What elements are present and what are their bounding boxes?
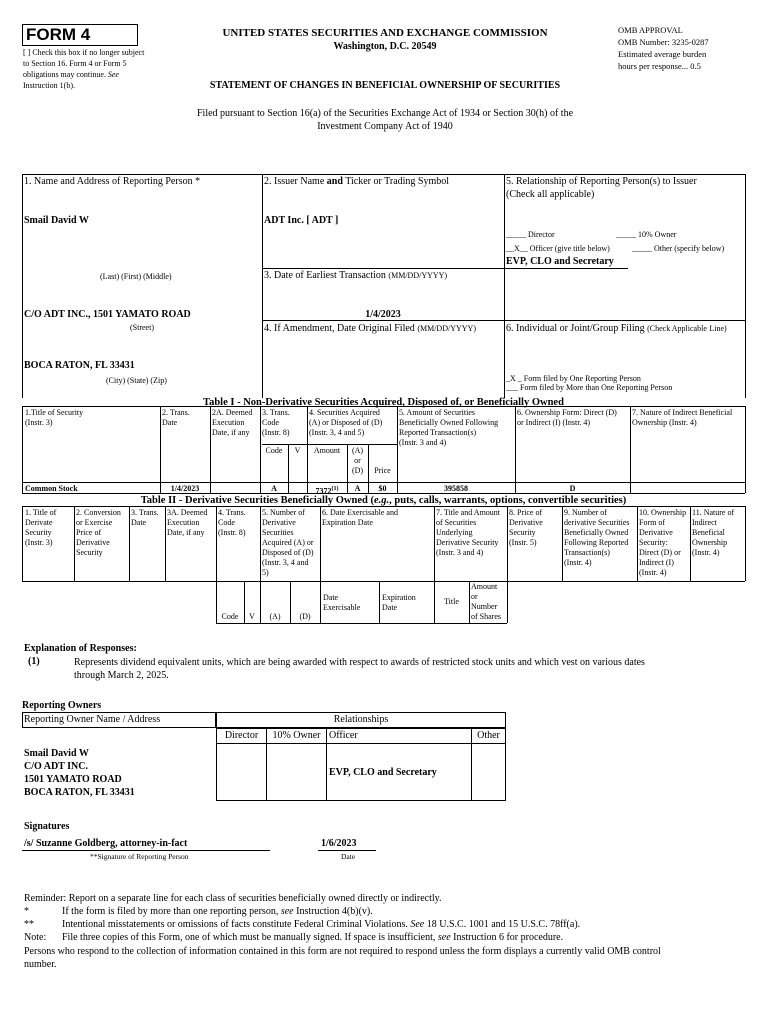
t1-sub-code: Code	[265, 446, 283, 455]
t2-h9	[564, 508, 630, 568]
t2-sub-exp-1: Date	[382, 603, 398, 612]
t1-h4	[309, 408, 382, 438]
t1-col2	[160, 406, 161, 493]
t1-h4-a: 4. Securities Acquired	[309, 408, 380, 417]
form-label: FORM 4	[26, 25, 91, 44]
t2-h4	[218, 508, 246, 538]
t2-h10-2: Derivative	[639, 528, 673, 537]
t1-h6	[517, 408, 617, 428]
t2-h3a	[167, 508, 207, 538]
reporting-person-city: BOCA RATON, FL 33431	[24, 360, 135, 371]
owner-address	[24, 747, 135, 799]
box5-label-1: 5. Relationship of Reporting Person(s) to Issuer	[506, 176, 697, 187]
filed-pursuant-1: Filed pursuant to Section 16(a) of the Securities Exchange Act of 1934 or Section 30(h) of the	[196, 108, 574, 119]
t2-col11	[690, 506, 691, 581]
table1-row-top	[22, 482, 745, 483]
signatures-heading: Signatures	[24, 821, 70, 832]
box2-3-divider	[262, 268, 504, 269]
t2-col7b	[469, 581, 470, 623]
t2-h9-0: 9. Number of	[564, 508, 607, 517]
t1-h2a-c: Date, if any	[212, 428, 250, 437]
t1-sub-price: Price	[374, 466, 391, 475]
t2-sub-v: V	[249, 612, 255, 621]
t2-h3	[131, 508, 159, 528]
t2-h9-3: Following Reported	[564, 538, 629, 547]
note-post: Instruction 6 for procedure.	[453, 932, 564, 943]
top-box-border	[22, 174, 745, 175]
t2-h4-1: Code	[218, 518, 235, 527]
t2-h2-2: Price of	[76, 528, 102, 537]
t2-h2-3: Derivative	[76, 538, 110, 547]
checkbox-note	[23, 47, 151, 91]
t2-col3a	[165, 506, 166, 581]
t1-h3-a: 3. Trans.	[262, 408, 290, 417]
note-see: see	[437, 932, 451, 943]
box6-label-hint-2: Line)	[709, 324, 727, 333]
t1-row-date: 1/4/2023	[170, 484, 200, 493]
t1-col7	[630, 406, 631, 493]
t2-h7	[436, 508, 500, 558]
t2-sub-date-ex-1: Exercisable	[323, 603, 361, 612]
filing-option-1: _X _ Form filed by One Reporting Person	[506, 374, 641, 383]
name-hint: (Last) (First) (Middle)	[100, 272, 172, 281]
reporting-person-name: Smail David W	[24, 215, 89, 226]
box2-label	[264, 176, 449, 187]
rel-other: Other	[477, 730, 500, 741]
divider-1-2	[262, 174, 263, 398]
t2-right	[745, 506, 746, 581]
box5-6-divider	[504, 320, 745, 321]
issuer-name: ADT Inc. [ ADT ]	[264, 215, 339, 226]
t2-h8-3: (Instr. 5)	[509, 538, 537, 547]
t2-h9-2: Beneficially Owned	[564, 528, 629, 537]
box2-label-post: Ticker or Trading Symbol	[345, 176, 450, 187]
t1-h5	[399, 408, 498, 448]
table2-title-post: , puts, calls, warrants, options, convertible securities)	[389, 495, 627, 506]
t2-h6-0: 6. Date Exercisable and	[322, 508, 398, 517]
t2-sub-amount-1: or	[471, 592, 478, 601]
owner-officer-title: EVP, CLO and Secretary	[329, 767, 437, 778]
t1-h5-a: 5. Amount of Securities	[399, 408, 475, 417]
t2-sub-date-ex	[323, 593, 360, 613]
t2-h5-4: Disposed of (D)	[262, 548, 314, 557]
filed-pursuant-2: Investment Company Act of 1940	[317, 121, 453, 132]
footnote-star1-see: see	[280, 906, 294, 917]
t1-h3	[262, 408, 290, 438]
reporting-owners-heading: Reporting Owners	[22, 700, 102, 711]
t2-col2	[74, 506, 75, 581]
t2-col6	[320, 506, 321, 623]
t1-h2a-a: 2A. Deemed	[212, 408, 253, 417]
t2-left	[22, 506, 23, 581]
t2-col9	[562, 506, 563, 581]
t2-h10-3: Security:	[639, 538, 668, 547]
footnote-star2-post: 18 U.S.C. 1001 and 15 U.S.C. 78ff(a).	[426, 919, 581, 930]
t2-h2-0: 2. Conversion	[76, 508, 121, 517]
box6-label	[506, 323, 744, 334]
t2-h2-4: Security	[76, 548, 103, 557]
t1-row-owned: 395858	[444, 484, 468, 493]
t2-col6b	[379, 581, 380, 623]
t2-h10-0: 10. Ownership	[639, 508, 687, 517]
t2-h9-1: derivative Securities	[564, 518, 630, 527]
signature-date-line	[318, 850, 376, 851]
relationship-officer: __X__ Officer (give title below)	[506, 244, 610, 253]
box5-title-underline	[504, 268, 628, 269]
box4-label	[264, 323, 476, 334]
t2-h3-1: Date	[131, 518, 147, 527]
t2-h1	[25, 508, 56, 548]
t2-h9-5: (Instr. 4)	[564, 558, 592, 567]
explanation-heading: Explanation of Responses:	[24, 643, 137, 654]
t1-row-amount-footnote: (1)	[331, 486, 339, 492]
t2-h6	[322, 508, 398, 528]
t1-sub-ad-3: (D)	[351, 466, 364, 475]
t2-h7-1: of Securities	[436, 518, 477, 527]
t2-h10	[639, 508, 686, 578]
t1-h6-b: or Indirect (I) (Instr. 4)	[517, 418, 591, 427]
signer-hint: **Signature of Reporting Person	[90, 852, 189, 861]
box1-label: 1. Name and Address of Reporting Person *	[24, 176, 201, 187]
t2-col3	[129, 506, 130, 581]
table2-title-pre: Table II - Derivative Securities Beneficially Owned (	[140, 495, 374, 506]
t2-h2	[76, 508, 121, 558]
footnote-star1	[62, 906, 373, 917]
t1-h6-a: 6. Ownership Form: Direct (D)	[517, 408, 617, 417]
t2-sub-amount-3: of Shares	[471, 612, 501, 621]
city-hint: (City) (State) (Zip)	[106, 376, 167, 385]
t1-sub-amount: Amount	[313, 446, 341, 455]
t1-h7-b: Ownership (Instr. 4)	[632, 418, 697, 427]
t2-h5-2: Securities	[262, 528, 294, 537]
t2-h11-3: Ownership	[692, 538, 728, 547]
box2-label-pre: 2. Issuer Name	[264, 176, 325, 187]
divider-2-5	[504, 174, 505, 398]
owner-data-other-box	[471, 743, 506, 801]
t2-h7-4: (Instr. 3 and 4)	[436, 548, 484, 557]
box5-label-2: (Check all applicable)	[506, 189, 595, 200]
checkbox-instruction: Instruction 1(b).	[23, 81, 75, 90]
t2-sub-exp-0: Expiration	[382, 593, 416, 602]
t2-h3-0: 3. Trans.	[131, 508, 159, 517]
note-text	[62, 932, 563, 943]
table2-bottom	[216, 623, 507, 624]
rel-officer: Officer	[329, 730, 358, 741]
t1-h4-b: (A) or Disposed of (D)	[309, 418, 383, 427]
t2-h11	[692, 508, 734, 558]
t2-h10-4: Direct (D) or	[639, 548, 681, 557]
t2-h4-2: (Instr. 8)	[218, 528, 246, 537]
omb-burden-2: hours per response... 0.5	[618, 61, 701, 71]
signature-line	[22, 850, 270, 851]
t1-h2	[162, 408, 190, 428]
t2-h7-3: Derivative Security	[436, 538, 499, 547]
t1-sub-ad	[347, 446, 368, 476]
t1-h1-a: 1.Title of Security	[25, 408, 84, 417]
t1-row-ad: A	[354, 484, 361, 493]
t2-h3a-2: Date, if any	[167, 528, 205, 537]
t1-h7	[632, 408, 732, 428]
box6-label-hint: (Check Applicable	[647, 324, 707, 333]
t2-sub-a: (A)	[269, 612, 281, 621]
t2-col5	[260, 506, 261, 623]
t1-h5-b: Beneficially Owned Following	[399, 418, 499, 427]
t2-col10	[637, 506, 638, 581]
t2-h10-5: Indirect (I)	[639, 558, 674, 567]
rel-director: Director	[224, 730, 259, 741]
t2-h11-4: (Instr. 4)	[692, 548, 720, 557]
t2-h5-5: (Instr. 3, 4 and	[262, 558, 309, 567]
table1-top	[22, 406, 745, 407]
t2-sub-amount-2: Number	[471, 602, 498, 611]
relationships-header: Relationships	[333, 714, 389, 725]
officer-title: EVP, CLO and Secretary	[506, 256, 614, 267]
t2-h8-1: Derivative	[509, 518, 543, 527]
t1-h3-c: (Instr. 8)	[262, 428, 290, 437]
t1-left	[22, 406, 23, 493]
t2-h8-2: Security	[509, 528, 536, 537]
footnote-star2-mark: **	[24, 919, 34, 930]
t2-sub-date-ex-0: Date	[323, 593, 339, 602]
t2-h3a-1: Execution	[167, 518, 200, 527]
note-pre: File three copies of this Form, one of which must be manually signed. If space is insufficient,	[62, 932, 436, 943]
box2-label-and: and	[326, 176, 343, 187]
footnote-star2-pre: Intentional misstatements or omissions of facts constitute Federal Criminal Violations.	[62, 919, 408, 930]
t2-h9-4: Transaction(s)	[564, 548, 610, 557]
box6-label-text: 6. Individual or Joint/Group Filing	[506, 323, 645, 334]
t1-h5-d: (Instr. 3 and 4)	[399, 438, 447, 447]
t1-h2-b: Date	[162, 418, 178, 427]
table2-title-eg: e.g.	[373, 495, 390, 506]
t2-h10-1: Form of	[639, 518, 665, 527]
t2-h2-1: or Exercise	[76, 518, 113, 527]
statement-title: STATEMENT OF CHANGES IN BENEFICIAL OWNERSHIP OF SECURITIES	[209, 80, 561, 91]
t2-h7-2: Underlying	[436, 528, 473, 537]
table2-sub-line	[22, 581, 745, 582]
signature-date: 1/6/2023	[321, 838, 357, 849]
t2-h1-3: (Instr. 3)	[25, 538, 53, 547]
street-hint: (Street)	[130, 323, 154, 332]
t2-h11-0: 11. Nature of	[692, 508, 735, 517]
relationship-ten-pct: _____ 10% Owner	[616, 230, 677, 239]
omb-burden-1: Estimated average burden	[618, 49, 707, 59]
agency-location: Washington, D.C. 20549	[333, 41, 437, 52]
owner-line-1: C/O ADT INC.	[24, 761, 88, 772]
t2-h6-1: Expiration Date	[322, 518, 373, 527]
table1-title: Table I - Non-Derivative Securities Acquired, Disposed of, or Beneficially Owned	[203, 397, 564, 408]
date-hint: Date	[341, 852, 356, 861]
t2-h5-6: 5)	[262, 568, 269, 577]
t1-h1	[25, 408, 83, 428]
omb-number: OMB Number: 3235-0287	[618, 37, 709, 47]
footnote-star2	[62, 919, 580, 930]
box3-label-hint: (MM/DD/YYYY)	[388, 271, 448, 280]
t2-h5-0: 5. Number of	[262, 508, 305, 517]
t2-sub-amount-0: Amount	[471, 582, 498, 591]
t2-sub-title: Title	[444, 597, 459, 606]
t1-right	[745, 406, 746, 493]
t2-h7-0: 7. Title and Amount	[436, 508, 501, 517]
t2-sub-d: (D)	[299, 612, 311, 621]
t1-row-code: A	[271, 484, 277, 493]
owner-line-2: 1501 YAMATO ROAD	[24, 774, 122, 785]
box4-label-text: 4. If Amendment, Date Original Filed	[264, 323, 415, 334]
t2-sub-exp	[382, 593, 416, 613]
t1-h7-a: 7. Nature of Indirect Beneficial	[632, 408, 733, 417]
checkbox-note-text: [ ] Check this box if no longer subject to Section 16. Form 4 or Form 5 obligations may continue.	[23, 48, 145, 79]
t2-col4	[216, 506, 217, 623]
owner-line-3: BOCA RATON, FL 33431	[24, 787, 135, 798]
right-border-top	[745, 174, 746, 398]
t1-sub-ad-2: or	[354, 456, 361, 465]
t1-row-form: D	[569, 484, 576, 493]
agency-title: UNITED STATES SECURITIES AND EXCHANGE COMMISSION	[222, 27, 548, 39]
t2-h4-0: 4. Trans.	[218, 508, 246, 517]
t1-col2a	[210, 406, 211, 493]
relationship-other: _____ Other (specify below)	[632, 244, 725, 253]
t1-h2a-b: Execution	[212, 418, 245, 427]
note-mark: Note:	[24, 932, 47, 943]
t2-h1-0: 1. Title of	[25, 508, 57, 517]
box3-label-text: 3. Date of Earliest Transaction	[264, 270, 386, 281]
footnote-label: (1)	[28, 656, 40, 667]
t2-h8	[509, 508, 543, 548]
owner-line-0: Smail David W	[24, 748, 89, 759]
owner-data-director-box	[216, 743, 267, 801]
footnote-star1-post: Instruction 4(b)(v).	[296, 906, 373, 917]
relationship-director: _____ Director	[506, 230, 555, 239]
persons-notice	[24, 945, 754, 971]
table2-title	[22, 495, 745, 506]
t2-h5	[262, 508, 314, 578]
box3-4-divider	[262, 320, 504, 321]
footnote-text	[74, 656, 754, 682]
t1-h1-b: (Instr. 3)	[25, 418, 53, 427]
owner-name-header: Reporting Owner Name / Address	[24, 714, 161, 725]
t2-h11-1: Indirect	[692, 518, 717, 527]
t2-sub-code: Code	[221, 612, 239, 621]
t2-h3a-0: 3A. Deemed	[167, 508, 208, 517]
owner-data-ten-box	[266, 743, 327, 801]
persons-notice-2: number.	[24, 959, 57, 970]
t1-col5	[397, 406, 398, 493]
t1-sub-v: V	[294, 446, 301, 455]
t1-col6	[515, 406, 516, 493]
t1-h2a	[212, 408, 252, 438]
t2-h11-2: Beneficial	[692, 528, 725, 537]
earliest-transaction-date: 1/4/2023	[365, 309, 401, 320]
footnote-star2-see: See	[410, 919, 425, 930]
footnote-star1-pre: If the form is filed by more than one reporting person,	[62, 906, 279, 917]
signer-name: /s/ Suzanne Goldberg, attorney-in-fact	[24, 838, 188, 849]
persons-notice-1: Persons who respond to the collection of information contained in this form are not required to respond unless the form displays a currently valid OMB control	[24, 946, 661, 957]
t2-h5-1: Derivative	[262, 518, 296, 527]
omb-title: OMB APPROVAL	[618, 25, 683, 35]
t2-col8	[507, 506, 508, 623]
box4-label-hint: (MM/DD/YYYY)	[417, 324, 476, 333]
footnote-star1-mark: *	[24, 906, 29, 917]
t1-row-title: Common Stock	[25, 484, 78, 493]
t2-h10-6: (Instr. 4)	[639, 568, 667, 577]
reporting-person-street: C/O ADT INC., 1501 YAMATO ROAD	[24, 309, 191, 320]
t2-h1-1: Derivate	[25, 518, 53, 527]
t2-sub-amount	[471, 582, 501, 622]
t2-h5-3: Acquired (A) or	[262, 538, 314, 547]
t2-h8-0: 8. Price of	[509, 508, 543, 517]
footnote-text-2: through March 2, 2025.	[74, 670, 169, 681]
filing-option-2: ___ Form filed by More than One Reporting Person	[506, 383, 673, 392]
t2-h1-2: Security	[25, 528, 52, 537]
t1-row-price: $0	[378, 484, 387, 493]
rel-ten: 10% Owner	[272, 730, 321, 741]
t1-sub-ad-1: (A)	[351, 446, 364, 455]
t1-row-amount-value: 7372	[315, 486, 332, 496]
table1-sub-line	[262, 444, 397, 445]
box3-label	[264, 270, 447, 281]
reminder: Reminder: Report on a separate line for each class of securities beneficially owned directly or indirectly.	[24, 893, 442, 904]
t1-h2-a: 2. Trans.	[162, 408, 190, 417]
footnote-text-1: Represents dividend equivalent units, which are being awarded with respect to awards of restricted stock units and which vest on various dates	[74, 657, 645, 668]
t1-h5-c: Reported Transaction(s)	[399, 428, 477, 437]
t1-h4-c: (Instr. 3, 4 and 5)	[309, 428, 365, 437]
t1-h3-b: Code	[262, 418, 279, 427]
omb-approval	[618, 24, 709, 72]
left-border-top	[22, 174, 23, 398]
checkbox-see: See	[107, 70, 119, 79]
